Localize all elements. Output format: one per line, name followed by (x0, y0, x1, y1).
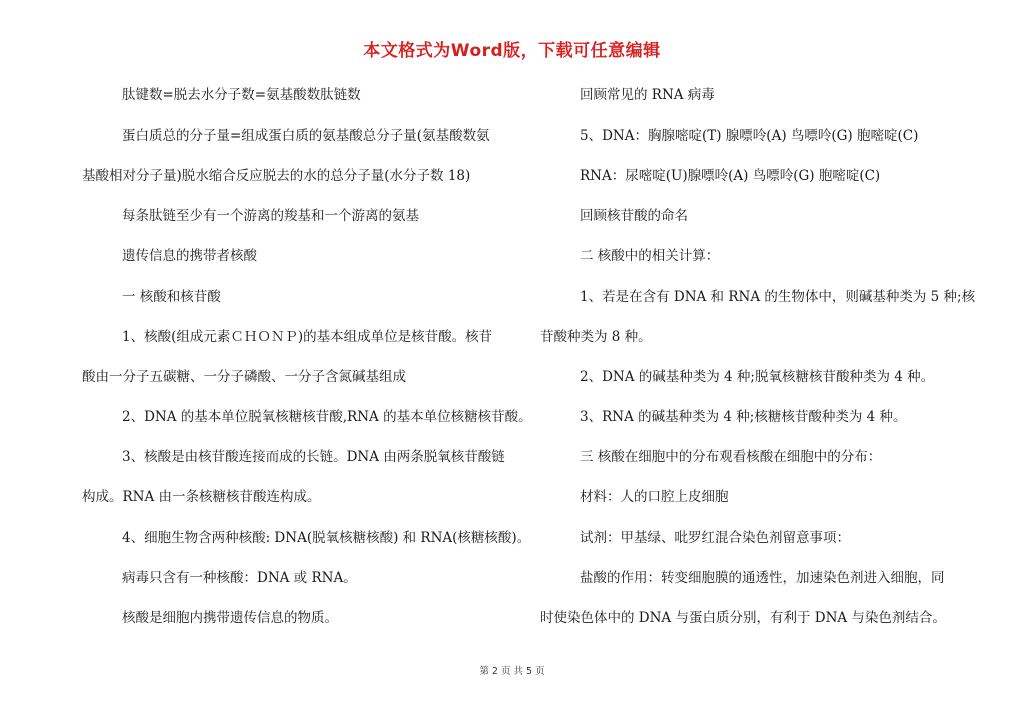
text-line: 5、DNA：胸腺嘧啶(T) 腺嘌呤(A) 鸟嘌呤(G) 胞嘧啶(C) (580, 128, 919, 144)
left-column (82, 0, 532, 723)
text-line: 试剂：甲基绿、吡罗红混合染色剂留意事项： (580, 530, 850, 546)
text-line: 时使染色体中的 DNA 与蛋白质分别，有利于 DNA 与染色剂结合。 (540, 610, 946, 626)
section-heading: 三 核酸在细胞中的分布观看核酸在细胞中的分布： (580, 449, 882, 465)
text-line: 3、核酸是由核苷酸连接而成的长链。DNA 由两条脱氧核苷酸链 (122, 449, 505, 465)
text-line: 3、RNA 的碱基种类为 4 种;核糖核苷酸种类为 4 种。 (580, 409, 907, 425)
text-line: 2、DNA 的碱基种类为 4 种;脱氧核糖核苷酸种类为 4 种。 (580, 369, 935, 385)
text-line: RNA：尿嘧啶(U)腺嘌呤(A) 鸟嘌呤(G) 胞嘧啶(C) (580, 168, 881, 184)
text-line: 1、核酸(组成元素ＣＨＯＮＰ)的基本组成单位是核苷酸。核苷 (122, 329, 493, 345)
text-line: 材料：人的口腔上皮细胞 (580, 489, 729, 505)
text-line: 1、若是在含有 DNA 和 RNA 的生物体中，则碱基种类为 5 种;核 (580, 289, 976, 305)
text-line: 每条肽链至少有一个游离的羧基和一个游离的氨基 (122, 208, 419, 224)
text-line: 2、DNA 的基本单位脱氧核糖核苷酸,RNA 的基本单位核糖核苷酸。 (122, 409, 532, 425)
text-line: 盐酸的作用：转变细胞膜的通透性，加速染色剂进入细胞，同 (580, 570, 945, 586)
text-line: 酸由一分子五碳糖、一分子磷酸、一分子含氮碱基组成 (82, 369, 406, 385)
text-line: 苷酸种类为 8 种。 (540, 329, 652, 345)
section-heading: 二 核酸中的相关计算： (580, 248, 720, 264)
section-heading: 遗传信息的携带者核酸 (122, 248, 257, 264)
right-column (540, 0, 976, 723)
text-line: 病毒只含有一种核酸：DNA 或 RNA。 (122, 570, 357, 586)
text-line: 蛋白质总的分子量=组成蛋白质的氨基酸总分子量(氨基酸数氨 (122, 128, 490, 144)
text-line: 肽键数=脱去水分子数=氨基酸数肽链数 (122, 87, 361, 103)
word-format-banner: 本文格式为Word版，下载可任意编辑 (363, 41, 661, 61)
text-line: 基酸相对分子量)脱水缩合反应脱去的水的总分子量(水分子数 18) (82, 168, 471, 184)
text-line: 核酸是细胞内携带遗传信息的物质。 (122, 610, 338, 626)
text-line: 构成。RNA 由一条核糖核苷酸连构成。 (82, 489, 321, 505)
section-heading: 一 核酸和核苷酸 (122, 289, 221, 305)
text-line: 回顾常见的 RNA 病毒 (580, 87, 715, 103)
page-number: 第 2 页 共 5 页 (479, 666, 545, 677)
text-line: 回顾核苷酸的命名 (580, 208, 688, 224)
text-line: 4、细胞生物含两种核酸: DNA(脱氧核糖核酸) 和 RNA(核糖核酸)。 (122, 530, 531, 546)
